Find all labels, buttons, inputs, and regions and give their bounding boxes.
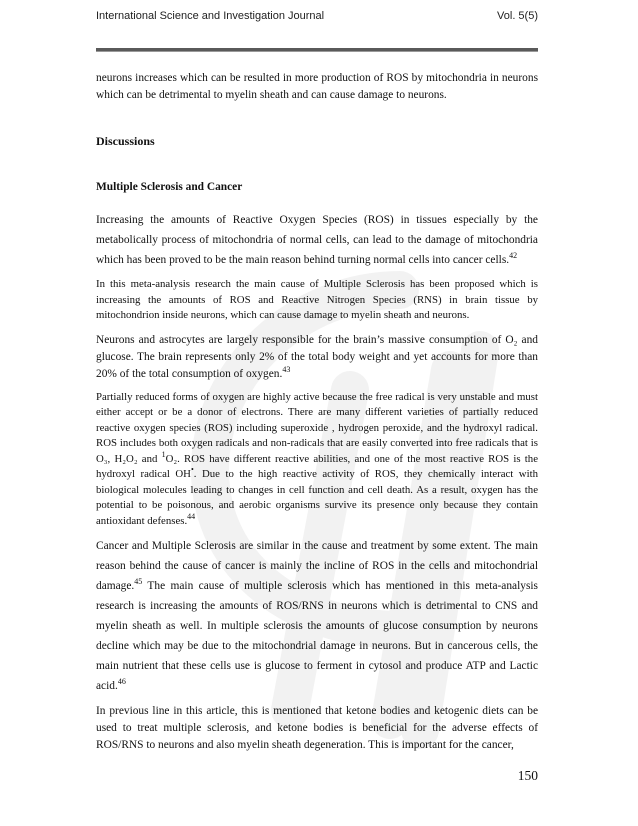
- paragraph-3: [96, 332, 538, 383]
- paragraph-4-text-c: . Due to the high reactive activity of ROS, they chemically interact with biological molecules leading to changes in cell function and cell death. As a result, oxygen has the potential to be poisonous, and aerobic organisms survive its presence only because they contain antioxidant defenses.: [96, 468, 538, 527]
- paragraph-4-text-a: Partially reduced forms of oxygen are highly active because the free radical is very unstable and must either accept or be a donor of electrons. There are many different varieties of partially reduced reactive oxygen species (ROS) including superoxide , hydrogen peroxide, and the hydroxyl radical. ROS includes both oxygen radicals and non-radicals that are easily converted into free radicals that is O₃, H₂O₂ and: [96, 390, 538, 465]
- volume-label: Vol. 5(5): [497, 10, 538, 22]
- paragraph-2: In this meta-analysis research the main cause of Multiple Sclerosis has been proposed which is increasing the amounts of ROS and Reactive Nitrogen Species (RNS) in brain tissue by mitochondrion inside neurons, which can cause damage to myelin sheath and neurons.: [96, 278, 538, 321]
- subsection-title: Multiple Sclerosis and Cancer: [96, 181, 243, 193]
- singlet-superscript: 1: [161, 449, 166, 459]
- paragraph-1-text: Increasing the amounts of Reactive Oxygen Species (ROS) in tissues especially by the metabolically process of mitochondria of normal cells, can lead to the damage of mitochondria which has been proved to be the main reason behind turning normal cells into cancer cells.: [96, 214, 538, 266]
- paragraph-5-text-b: The main cause of multiple sclerosis which has mentioned in this meta-analysis research is increasing the amounts of ROS/RNS in neurons which is detrimental to CNS and myelin sheath as well. In multiple sclerosis the amounts of glucose consumption by neurons decline which may be due to the mitochondrial damage in neurons. But in cancerous cells, the main nutrient that these cells use is glucose to ferment in cytosol and produce ATP and Lactic acid.: [96, 580, 538, 692]
- citation-46: 46: [117, 677, 126, 686]
- paragraph-3-text: Neurons and astrocytes are largely responsible for the brain’s massive consumption of O₂ and glucose. The brain represents only 2% of the total body weight and yet accounts for more than 20% of the total consumption of oxygen.: [96, 333, 538, 380]
- citation-42: 42: [509, 251, 518, 260]
- paragraph-4-text-b: O₂. ROS have different reactive abilities, and one of the most reactive ROS is the hydroxyl radical OH: [96, 452, 538, 480]
- journal-title: International Science and Investigation Journal: [96, 10, 325, 22]
- page-number: 150: [517, 768, 538, 783]
- intro-paragraph: neurons increases which can be resulted in more production of ROS by mitochondria in neurons which can be detrimental to myelin sheath and can cause damage to neurons.: [96, 72, 538, 101]
- citation-44: 44: [187, 511, 196, 521]
- citation-43: 43: [282, 364, 291, 374]
- paragraph-5: [96, 536, 538, 696]
- citation-45: 45: [134, 577, 143, 586]
- page-body: [96, 70, 538, 754]
- paragraph-4: [96, 390, 538, 530]
- header-divider: [96, 48, 538, 52]
- paragraph-5-text-a: Cancer and Multiple Sclerosis are similar in the cause and treatment by some extent. The main reason behind the cause of cancer is mainly the incline of ROS in the cells and mitochondrial damage.: [96, 540, 538, 592]
- paragraph-1: [96, 210, 538, 270]
- radical-dot-superscript: •: [190, 465, 194, 474]
- paragraph-6: In previous line in this article, this is mentioned that ketone bodies and ketogenic diets can be used to treat multiple sclerosis, and ketone bodies is beneficial for the adverse effects of ROS/RNS to neurons and also myelin sheath degeneration. This is important for the cancer,: [96, 705, 538, 751]
- section-title: Discussions: [96, 134, 155, 148]
